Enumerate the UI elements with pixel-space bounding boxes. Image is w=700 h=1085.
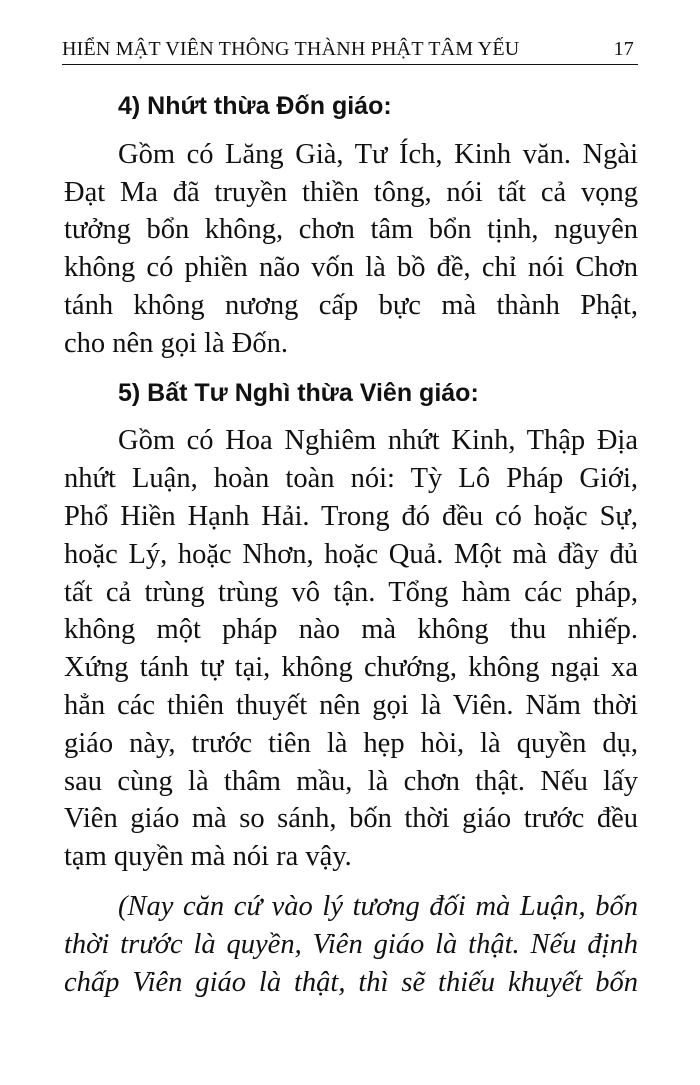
text-line: chấp Viên giáo là thật, thì sẽ thiếu khuyết bốn	[64, 966, 638, 998]
text-line: Viên giáo mà so sánh, bốn thời giáo trước đều	[64, 803, 638, 835]
text-line: tánh không nương cấp bực mà thành Phật,	[64, 289, 638, 321]
running-header	[62, 34, 638, 65]
running-title: HIỂN MẬT VIÊN THÔNG THÀNH PHẬT TÂM YẾU	[62, 38, 520, 60]
text-line: sau cùng là thâm mầu, là chơn thật. Nếu lấy	[64, 765, 638, 797]
text-line: Xứng tánh tự tại, không chướng, không ngại xa	[64, 652, 638, 684]
page-number: 17	[613, 38, 634, 60]
text-line: giáo này, trước tiên là hẹp hòi, là quyền dụ,	[64, 727, 638, 759]
text-line: Đạt Ma đã truyền thiền tông, nói tất cả vọng	[64, 176, 638, 208]
text-line: Phổ Hiền Hạnh Hải. Trong đó đều có hoặc Sự,	[64, 500, 638, 532]
paragraph	[64, 136, 638, 363]
text-line: Gồm có Hoa Nghiêm nhứt Kinh, Thập Địa	[118, 425, 638, 457]
text-line: (Nay căn cứ vào lý tương đối mà Luận, bốn	[118, 890, 638, 922]
section-heading: 5) Bất Tư Nghì thừa Viên giáo:	[118, 378, 479, 407]
body-text	[64, 82, 638, 1013]
italic-note	[64, 888, 638, 1001]
text-line: tạm quyền mà nói ra vậy.	[64, 841, 352, 873]
text-line: thời trước là quyền, Viên giáo là thật. Nếu định	[64, 928, 638, 960]
text-line: tưởng bổn không, chơn tâm bổn tịnh, nguyên	[64, 214, 638, 246]
text-line: nhứt Luận, hoàn toàn nói: Tỳ Lô Pháp Giới,	[64, 463, 638, 495]
text-line: cho nên gọi là Đốn.	[64, 327, 288, 359]
text-line: không có phiền não vốn là bồ đề, chỉ nói Chơn	[64, 252, 638, 284]
section-heading: 4) Nhứt thừa Đốn giáo:	[118, 92, 392, 120]
paragraph	[64, 422, 638, 876]
text-line: tất cả trùng trùng vô tận. Tổng hàm các pháp,	[64, 576, 638, 608]
text-line: hoặc Lý, hoặc Nhơn, hoặc Quả. Một mà đầy đủ	[64, 538, 638, 570]
text-line: không một pháp nào mà không thu nhiếp.	[64, 614, 638, 646]
text-line: hẳn các thiên thuyết nên gọi là Viên. Năm thời	[64, 689, 638, 721]
text-line: Gồm có Lăng Già, Tư Ích, Kinh văn. Ngài	[118, 138, 638, 170]
